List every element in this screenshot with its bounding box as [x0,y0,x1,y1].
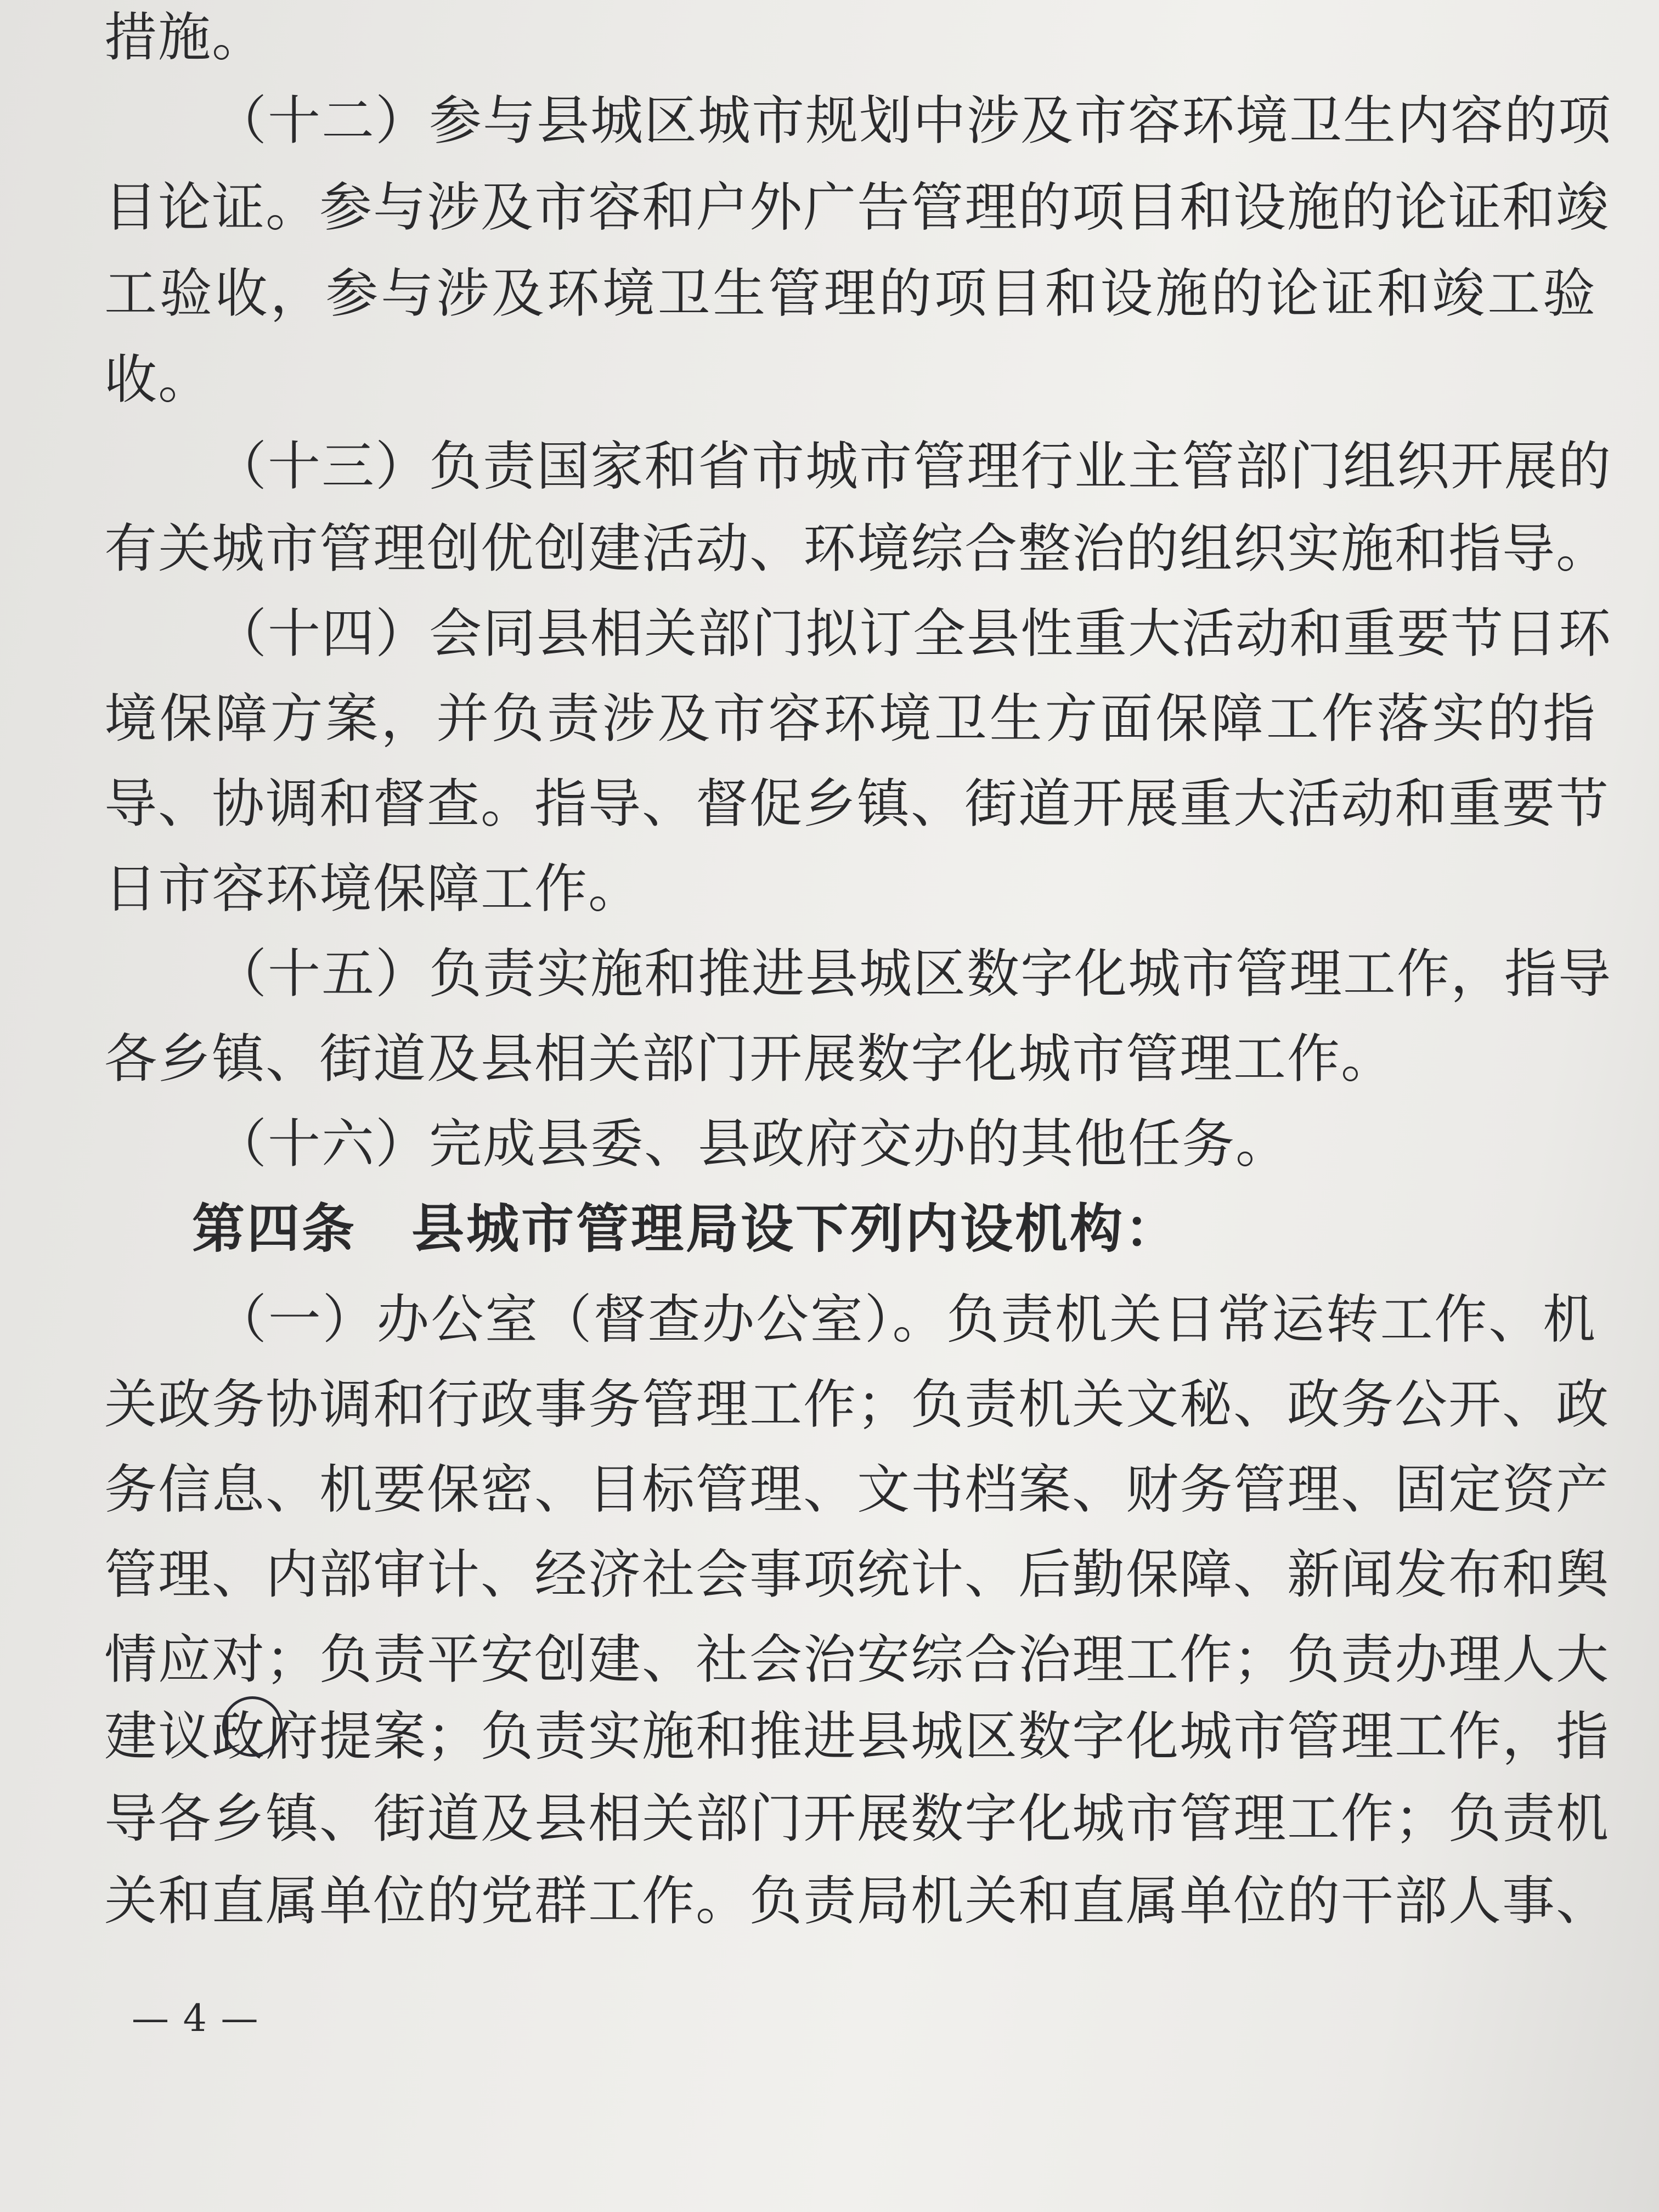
text-line: （十二）参与县城区城市规划中涉及市容环境卫生内容的项 [214,90,1612,151]
text-line: 关政务协调和行政事务管理工作；负责机关文秘、政务公开、政 [104,1374,1610,1435]
text-line: （十六）完成县委、县政府交办的其他任务。 [214,1113,1289,1175]
text-line: 导、协调和督查。指导、督促乡镇、街道开展重大活动和重要节 [104,773,1610,834]
text-line: （一）办公室（督查办公室）。负责机关日常运转工作、机 [214,1289,1596,1350]
article-heading: 第四条 县城市管理局设下列内设机构： [192,1198,1180,1260]
text-line: 各乡镇、街道及县相关部门开展数字化城市管理工作。 [104,1028,1395,1090]
text-line: 管理、内部审计、经济社会事项统计、后勤保障、新闻发布和舆 [104,1544,1610,1605]
text-line: 导各乡镇、街道及县相关部门开展数字化城市管理工作；负责机 [104,1788,1610,1849]
text-line: （十三）负责国家和省市城市管理行业主管部门组织开展的 [214,436,1612,497]
text-line: 目论证。参与涉及市容和户外广告管理的项目和设施的论证和竣 [104,177,1610,238]
text-line: 境保障方案，并负责涉及市容环境卫生方面保障工作落实的指 [104,688,1596,749]
text-line: 建议政府提案；负责实施和推进县城区数字化城市管理工作，指 [104,1706,1610,1767]
text-line: 日市容环境保障工作。 [104,858,642,919]
text-line: 有关城市管理创优创建活动、环境综合整治的组织实施和指导。 [104,518,1610,579]
text-line: 收。 [104,349,212,410]
text-line: （十四）会同县相关部门拟订全县性重大活动和重要节日环 [214,603,1612,664]
text-line: 措施。 [104,7,266,68]
text-line: 情应对；负责平安创建、社会治安综合治理工作；负责办理人大 [104,1629,1610,1690]
text-line: 关和直属单位的党群工作。负责局机关和直属单位的干部人事、 [104,1870,1610,1932]
page-number: — 4 — [132,1997,259,2040]
text-line: 工验收，参与涉及环境卫生管理的项目和设施的论证和竣工验 [104,263,1596,324]
text-line: （十五）负责实施和推进县城区数字化城市管理工作，指导 [214,943,1612,1005]
text-line: 务信息、机要保密、目标管理、文书档案、财务管理、固定资产 [104,1459,1610,1520]
